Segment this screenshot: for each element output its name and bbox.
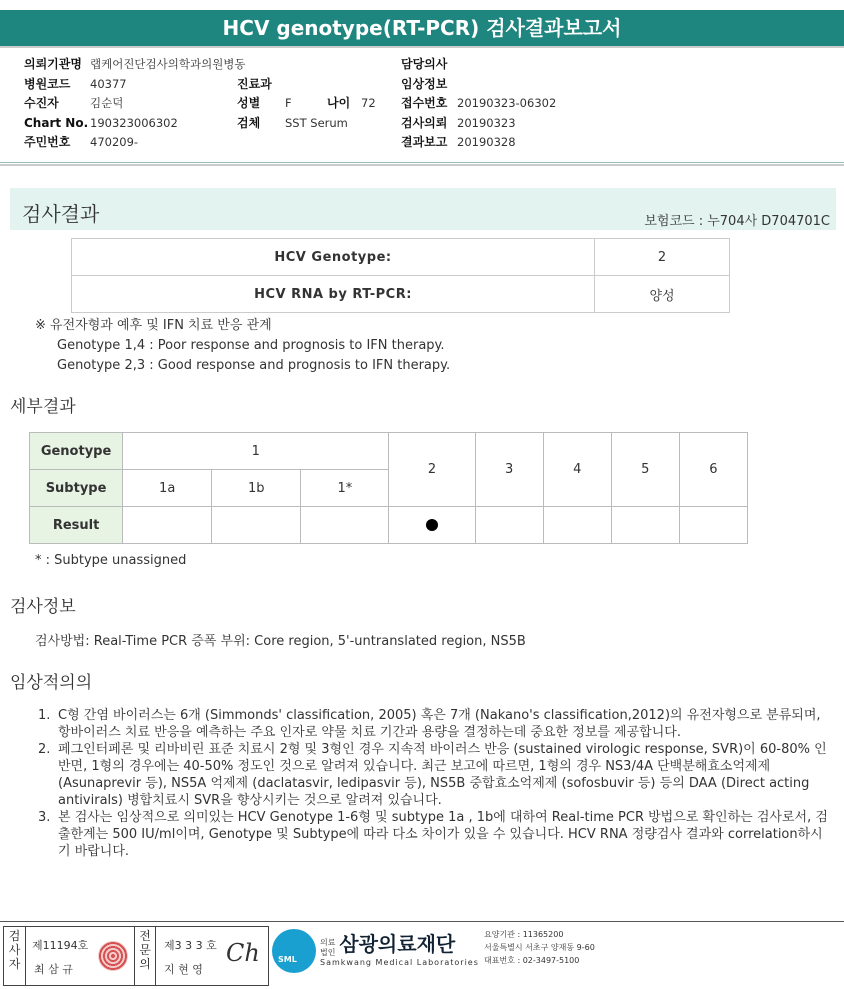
info-value: 40377	[90, 76, 127, 91]
info-value: 190323006302	[90, 115, 178, 130]
info-row	[24, 94, 246, 114]
info-label: 결과보고	[401, 135, 448, 149]
note-title: ※ 유전자형과 예후 및 IFN 치료 반응 관계	[35, 318, 272, 333]
info-row	[24, 133, 246, 153]
genotype-1-cell: 1	[123, 433, 389, 470]
org-info	[484, 928, 595, 967]
info-row	[24, 75, 246, 95]
table-row	[72, 276, 730, 313]
info-label: 의뢰기관명	[24, 57, 82, 71]
signature-box	[3, 926, 269, 986]
result-cell	[475, 507, 543, 544]
tester-label: 검사자	[4, 927, 26, 985]
result-key: HCV RNA by RT-PCR:	[72, 276, 595, 313]
item-number: 3.	[38, 810, 51, 825]
info-column-2	[237, 75, 376, 134]
result-cell	[543, 507, 611, 544]
item-text: 페그인터페론 및 리바비린 표준 치료시 2형 및 3형인 경우 지속적 바이러스 반응 (sustained virologic response, SVR)이 60-80% 인 반면, 1형의 경우에는 40-50% 정도인 것으로 알려져 있습니다. 최근 보고에 따르면, 1형의 경우 NS3/4A 단백분해효소억제제 (Asunaprevir 등), NS5A 억제제 (daclatasvir, ledipasvir 등), NS5B 중합효소억제제 (sofosbuvir 등) 등의 DAA (Direct acting antivirals) 병합치료시 SVR을 향상시키는 것으로 알려져 있습니다.	[58, 742, 827, 808]
report-title: HCV genotype(RT-PCR) 검사결과보고서	[0, 10, 844, 46]
info-label: 병원코드	[24, 76, 71, 91]
info-row	[237, 94, 376, 114]
genotype-cell: 4	[543, 433, 611, 507]
reviewer-name: 지 현 영	[164, 963, 203, 976]
info-value: 랩케어진단검사의학과의원병동	[90, 57, 246, 71]
org-phone: 대표번호 : 02-3497-5100	[484, 956, 580, 965]
clinical-list	[38, 707, 834, 860]
dept-label: 진료과	[237, 76, 272, 91]
signature: Ch	[226, 939, 260, 967]
results-heading: 검사결과	[22, 202, 100, 226]
info-row	[24, 114, 246, 134]
info-label: 임상정보	[401, 76, 448, 91]
reviewer-label: 전문의	[134, 927, 156, 985]
item-text: 본 검사는 임상적으로 의미있는 HCV Genotype 1-6형 및 subtype 1a , 1b에 대하여 Real-time PCR 방법으로 확인하는 검사로서, 검출한계는 500 IU/ml이며, Genotype 및 Subtype에 따라 다소 차이가 있을 수 있습니다. HCV RNA 정량검사 결과와 correlation하시기 바랍니다.	[58, 810, 828, 859]
tester-name: 최 삼 규	[34, 963, 73, 976]
item-number: 1.	[38, 708, 51, 723]
result-cell	[679, 507, 747, 544]
info-label: 접수번호	[401, 96, 448, 110]
patient-info	[0, 55, 844, 163]
positive-dot-icon	[426, 519, 438, 531]
result-cell	[212, 507, 301, 544]
tester-number: 제11194호	[32, 939, 89, 952]
org-prefix-2: 법인	[320, 947, 336, 957]
info-value: 김순덕	[90, 96, 124, 110]
genotype-cell: 6	[679, 433, 747, 507]
list-item	[38, 707, 834, 741]
info-label: 검사의뢰	[401, 115, 448, 130]
age-value: 72	[361, 96, 376, 110]
genotype-cell: 5	[611, 433, 679, 507]
footer	[0, 921, 844, 989]
list-item	[38, 809, 834, 860]
test-info-heading: 검사정보	[10, 597, 76, 617]
seal-stamp-icon	[98, 941, 128, 971]
result-value: 양성	[595, 276, 730, 313]
item-number: 2.	[38, 742, 51, 757]
info-value: 20190328	[457, 135, 516, 149]
table-row	[30, 433, 748, 470]
org-address: 서울특별시 서초구 양재동 9-60	[484, 943, 595, 952]
detail-table	[29, 432, 748, 544]
age-label: 나이	[327, 96, 351, 110]
info-row	[401, 94, 556, 114]
subtype-footnote: * : Subtype unassigned	[35, 553, 187, 568]
info-label: 주민번호	[24, 135, 71, 149]
clinical-heading: 임상적의의	[10, 673, 93, 693]
info-row	[24, 55, 246, 75]
genotype-note	[35, 316, 450, 376]
info-column-3	[401, 55, 556, 153]
insurance-code: 보험코드 : 누704사 D704701C	[644, 214, 830, 229]
org-name: 삼광의료재단	[339, 932, 456, 956]
info-value: 20190323-06302	[457, 96, 557, 110]
info-label: 담당의사	[401, 57, 448, 71]
org-prefix-1: 의료	[320, 937, 336, 947]
genotype-cell: 2	[389, 433, 475, 507]
note-line: Genotype 1,4 : Poor response and prognosis to IFN therapy.	[57, 338, 445, 353]
info-column-1	[24, 55, 246, 153]
info-row	[237, 75, 376, 95]
result-cell	[611, 507, 679, 544]
result-cell	[301, 507, 389, 544]
sex-value: F	[285, 96, 292, 110]
reviewer-number: 제3 3 3 호	[164, 939, 217, 952]
list-item	[38, 741, 834, 809]
sex-label: 성별	[237, 96, 261, 110]
subtype-cell: 1a	[123, 470, 212, 507]
org-prefix	[320, 938, 335, 958]
result-key: HCV Genotype:	[72, 239, 595, 276]
subtype-cell: 1*	[301, 470, 389, 507]
table-row	[30, 507, 748, 544]
info-row	[401, 114, 556, 134]
subtype-label: Subtype	[30, 470, 123, 507]
subtype-cell: 1b	[212, 470, 301, 507]
specimen-label: 검체	[237, 115, 261, 130]
specimen-value: SST Serum	[285, 115, 348, 130]
info-value: 470209-	[90, 135, 139, 149]
divider	[0, 164, 844, 166]
info-row	[401, 75, 556, 95]
info-row	[401, 55, 556, 75]
genotype-label: Genotype	[30, 433, 123, 470]
table-row	[72, 239, 730, 276]
note-line: Genotype 2,3 : Good response and prognosis to IFN therapy.	[57, 358, 451, 373]
result-label: Result	[30, 507, 123, 544]
divider	[0, 46, 844, 48]
org-english-name: Samkwang Medical Laboratories	[320, 957, 479, 967]
test-method: 검사방법: Real-Time PCR 증폭 부위: Core region, 5'-untranslated region, NS5B	[35, 634, 526, 649]
sml-logo-icon	[272, 929, 316, 973]
result-value: 2	[595, 239, 730, 276]
org-block	[320, 928, 479, 967]
logo-text: SML	[278, 955, 297, 964]
info-row	[237, 114, 376, 134]
result-cell	[123, 507, 212, 544]
info-value: 20190323	[457, 115, 516, 130]
info-label: 수진자	[24, 96, 59, 110]
info-label: Chart No.	[24, 115, 89, 130]
genotype-cell: 3	[475, 433, 543, 507]
info-row	[401, 133, 556, 153]
results-table	[71, 238, 730, 313]
result-cell-genotype-2	[389, 507, 475, 544]
org-code: 요양기관 : 11365200	[484, 930, 564, 939]
detail-heading: 세부결과	[10, 397, 76, 417]
item-text: C형 간염 바이러스는 6개 (Simmonds' classification, 2005) 혹은 7개 (Nakano's classification,2012)의 유전자형으로 분류되며, 항바이러스 치료 반응을 예측하는 주요 인자로 약물 치료 기간과 용량을 결정하는데 중요한 정보를 제공합니다.	[58, 708, 821, 740]
